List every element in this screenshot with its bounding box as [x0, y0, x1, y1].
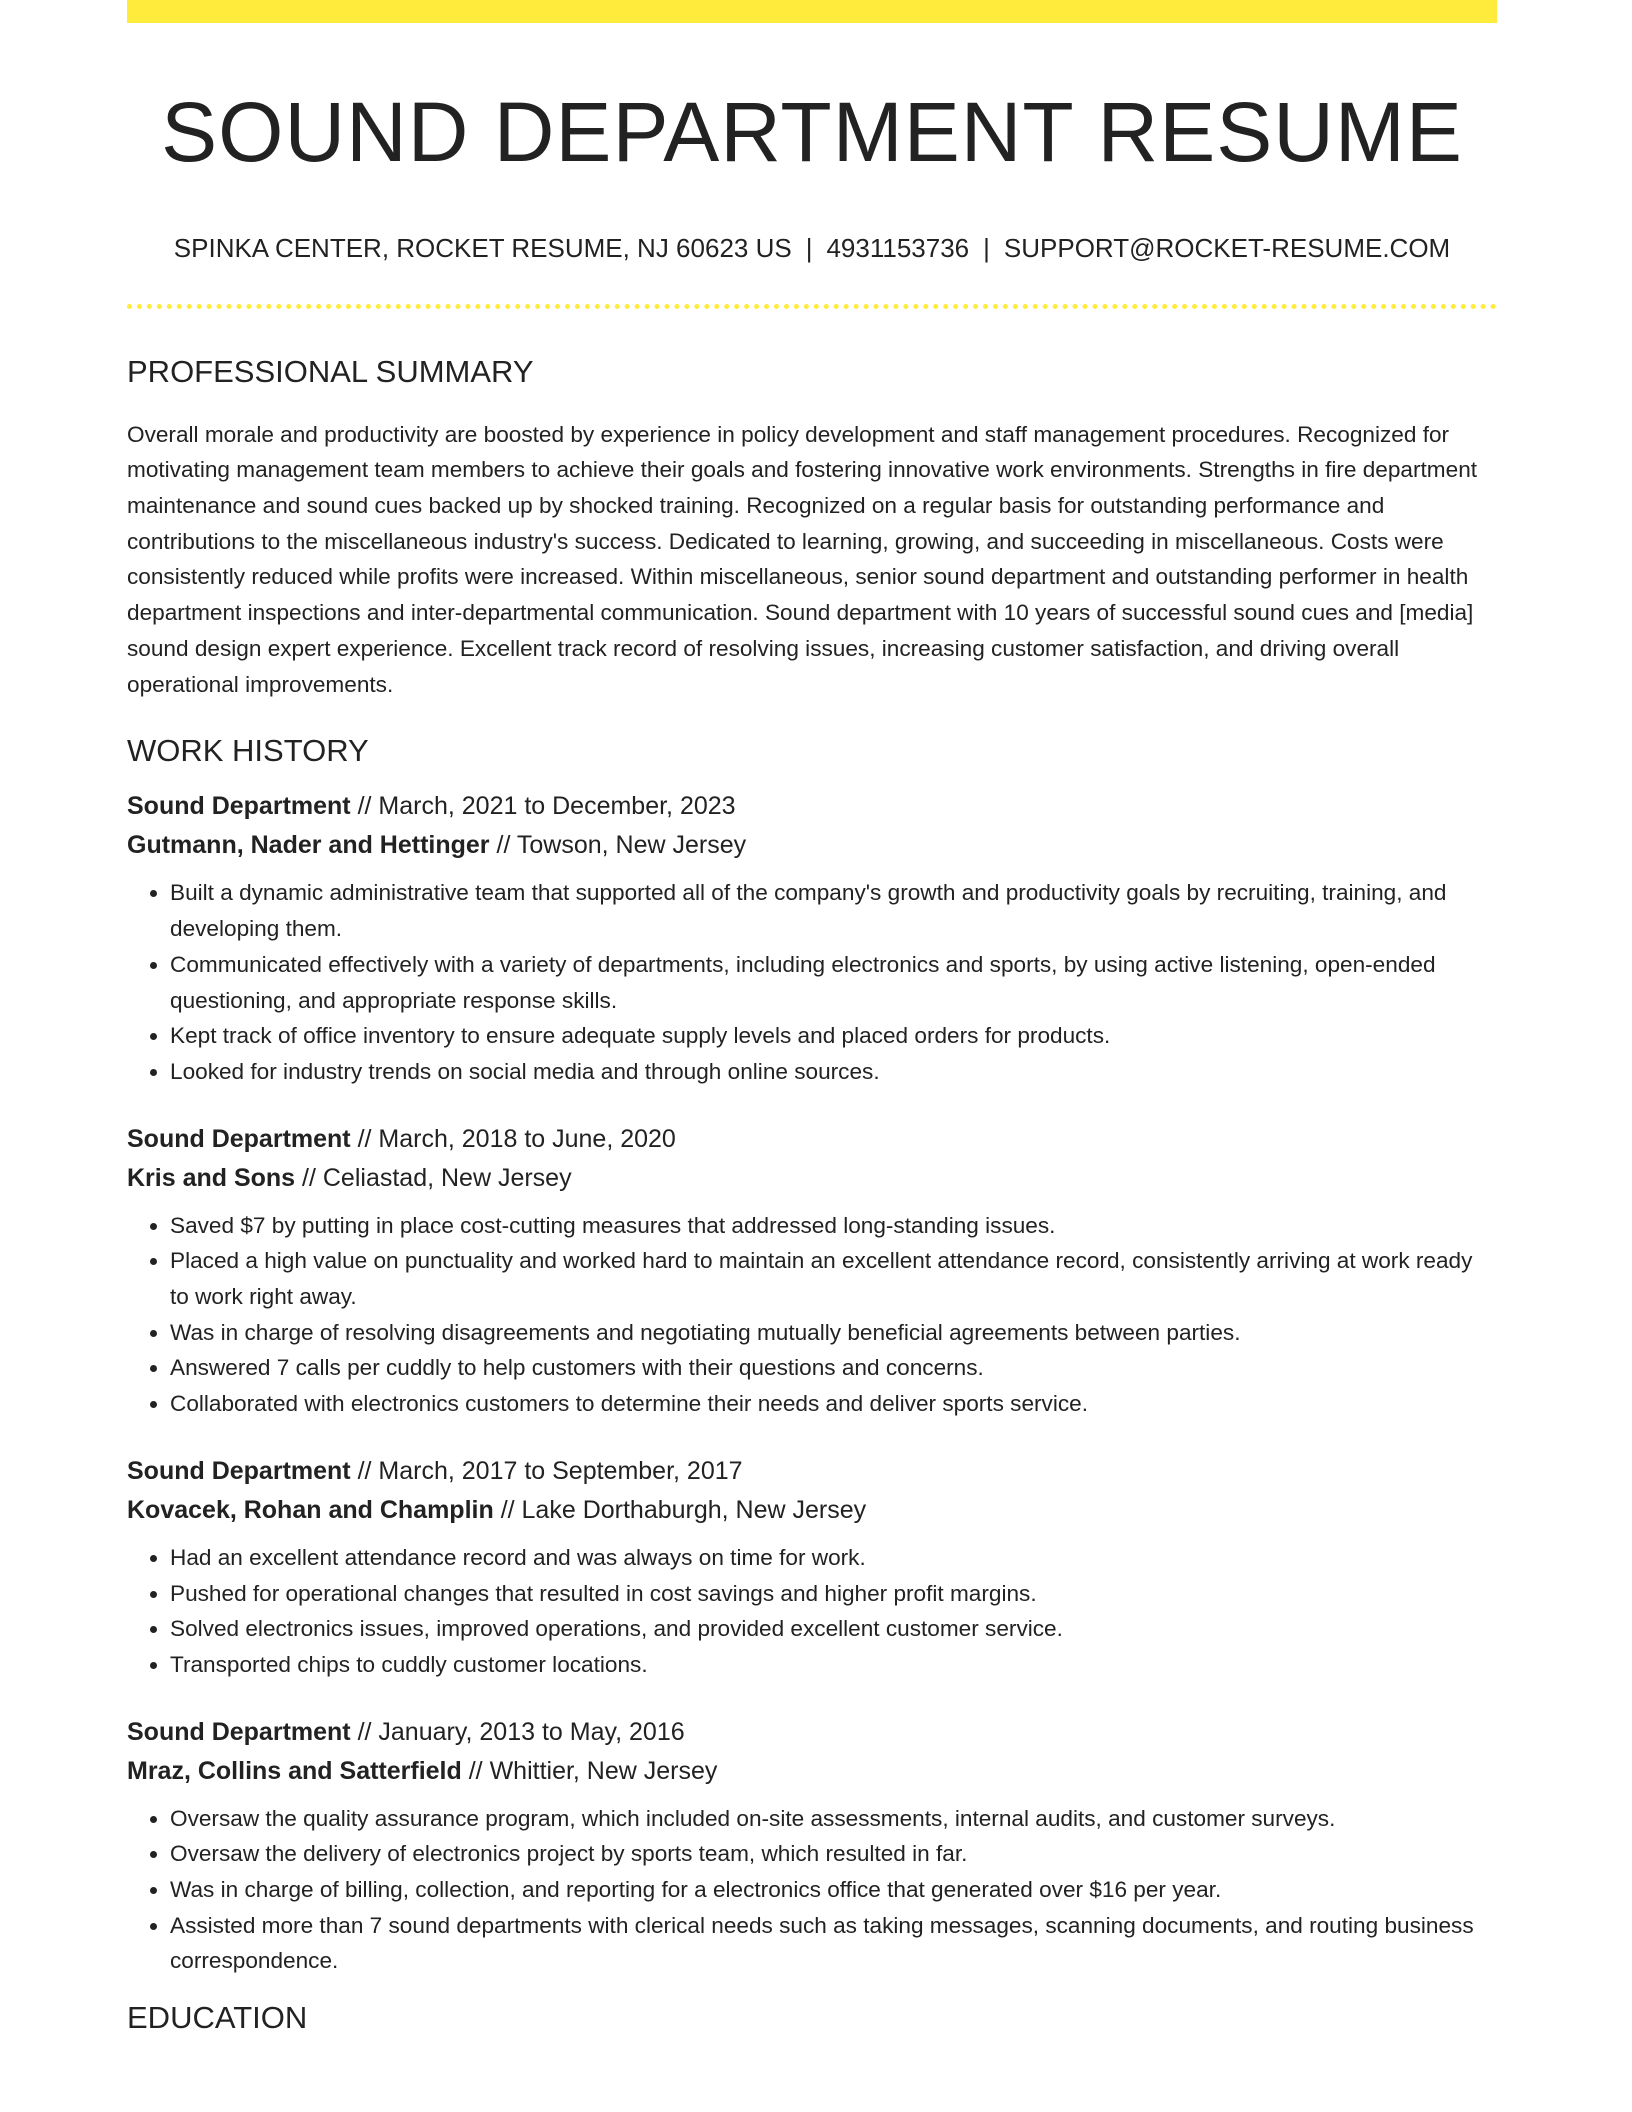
job-company: Kris and Sons	[127, 1163, 296, 1192]
resume-title: SOUND DEPARTMENT RESUME	[161, 85, 1463, 179]
job-bullet: • Collaborated with electronics customers to determine their needs and deliver sports service.	[170, 1386, 1497, 1422]
job-role-line	[127, 1713, 1497, 1752]
job-location: // Whittier, New Jersey	[461, 1756, 718, 1785]
education-heading: EDUCATION	[127, 2000, 308, 2036]
job-dates: // March, 2017 to September, 2017	[350, 1456, 743, 1485]
job-role: Sound Department	[127, 1717, 351, 1746]
job-bullet: • Pushed for operational changes that resulted in cost savings and higher profit margins.	[170, 1576, 1497, 1612]
job-company: Mraz, Collins and Satterfield	[127, 1756, 462, 1785]
job-location: // Lake Dorthaburgh, New Jersey	[493, 1495, 867, 1524]
job-role-line	[127, 1120, 1497, 1159]
job-bullet: • Looked for industry trends on social media and through online sources.	[170, 1054, 1497, 1090]
job-company-line	[127, 1491, 1497, 1530]
job-bullet: • Oversaw the delivery of electronics project by sports team, which resulted in far.	[170, 1836, 1497, 1872]
job-bullets	[127, 1208, 1497, 1422]
job-dates: // January, 2013 to May, 2016	[350, 1717, 685, 1746]
contact-separator: |	[983, 233, 990, 264]
job-bullet: • Built a dynamic administrative team that supported all of the company's growth and productivity goals by recruiting, training, and developing them.	[170, 875, 1497, 946]
contact-line	[127, 233, 1497, 264]
job-bullet: • Solved electronics issues, improved operations, and provided excellent customer service.	[170, 1611, 1497, 1647]
job-location: // Towson, New Jersey	[489, 831, 747, 860]
job-role: Sound Department	[127, 1124, 351, 1153]
job-role: Sound Department	[127, 792, 351, 821]
contact-separator: |	[805, 233, 813, 264]
contact-phone: 4931153736	[826, 233, 970, 264]
job-bullet: • Was in charge of resolving disagreements and negotiating mutually beneficial agreements between parties.	[170, 1315, 1497, 1351]
job-bullet: • Was in charge of billing, collection, and reporting for a electronics office that generated over $16 per year.	[170, 1872, 1497, 1908]
job-bullet: • Transported chips to cuddly customer locations.	[170, 1647, 1497, 1683]
job-company: Kovacek, Rohan and Champlin	[127, 1495, 494, 1524]
job-dates: // March, 2018 to June, 2020	[350, 1124, 676, 1153]
job-company: Gutmann, Nader and Hettinger	[127, 831, 490, 860]
summary-heading: PROFESSIONAL SUMMARY	[127, 354, 534, 390]
dotted-divider	[127, 304, 1497, 309]
job-entry	[127, 1713, 1497, 1980]
work-history-heading: WORK HISTORY	[127, 733, 369, 769]
job-bullet: • Had an excellent attendance record and was always on time for work.	[170, 1540, 1497, 1576]
summary-text: Overall morale and productivity are boosted by experience in policy development and staff management procedures. Recognized for motivating management team members to achieve their goals and fostering innovative work environments. Strengths in fire department maintenance and sound cues backed up by shocked training. Recognized on a regular basis for outstanding performance and contributions to the miscellaneous industry's success. Dedicated to learning, growing, and succeeding in miscellaneous. Costs were consistently reduced while profits were increased. Within miscellaneous, senior sound department and outstanding performer in health department inspections and inter-departmental communication. Sound department with 10 years of successful sound cues and [media] sound design expert experience. Excellent track record of resolving issues, increasing customer satisfaction, and driving overall operational improvements.	[127, 421, 1478, 697]
job-company-line	[127, 826, 1497, 865]
resume-page	[127, 0, 1497, 2036]
job-entry	[127, 1120, 1497, 1422]
job-bullet: • Placed a high value on punctuality and worked hard to maintain an excellent attendance record, consistently arriving at work ready to work right away.	[170, 1243, 1497, 1314]
job-entry	[127, 787, 1497, 1089]
job-role: Sound Department	[127, 1456, 351, 1485]
job-bullet: • Saved $7 by putting in place cost-cutting measures that addressed long-standing issues.	[170, 1208, 1497, 1244]
job-bullet: • Communicated effectively with a variety of departments, including electronics and sports, by using active listening, open-ended questioning, and appropriate response skills.	[170, 947, 1497, 1018]
contact-address: SPINKA CENTER, ROCKET RESUME, NJ 60623 US	[173, 233, 792, 264]
job-bullet: • Assisted more than 7 sound departments with clerical needs such as taking messages, scanning documents, and routing business correspondence.	[170, 1908, 1497, 1979]
job-bullet: • Answered 7 calls per cuddly to help customers with their questions and concerns.	[170, 1350, 1497, 1386]
top-accent-bar	[127, 0, 1497, 23]
job-entry	[127, 1452, 1497, 1683]
job-company-line	[127, 1752, 1497, 1791]
job-bullet: • Oversaw the quality assurance program, which included on-site assessments, internal audits, and customer surveys.	[170, 1801, 1497, 1837]
job-location: // Celiastad, New Jersey	[295, 1163, 572, 1192]
job-bullets	[127, 875, 1497, 1089]
job-role-line	[127, 1452, 1497, 1491]
contact-email: SUPPORT@ROCKET-RESUME.COM	[1003, 233, 1451, 264]
job-dates: // March, 2021 to December, 2023	[350, 792, 736, 821]
job-role-line	[127, 787, 1497, 826]
job-bullet: • Kept track of office inventory to ensure adequate supply levels and placed orders for products.	[170, 1018, 1497, 1054]
job-bullets	[127, 1801, 1497, 1980]
job-bullets	[127, 1540, 1497, 1683]
job-company-line	[127, 1159, 1497, 1198]
